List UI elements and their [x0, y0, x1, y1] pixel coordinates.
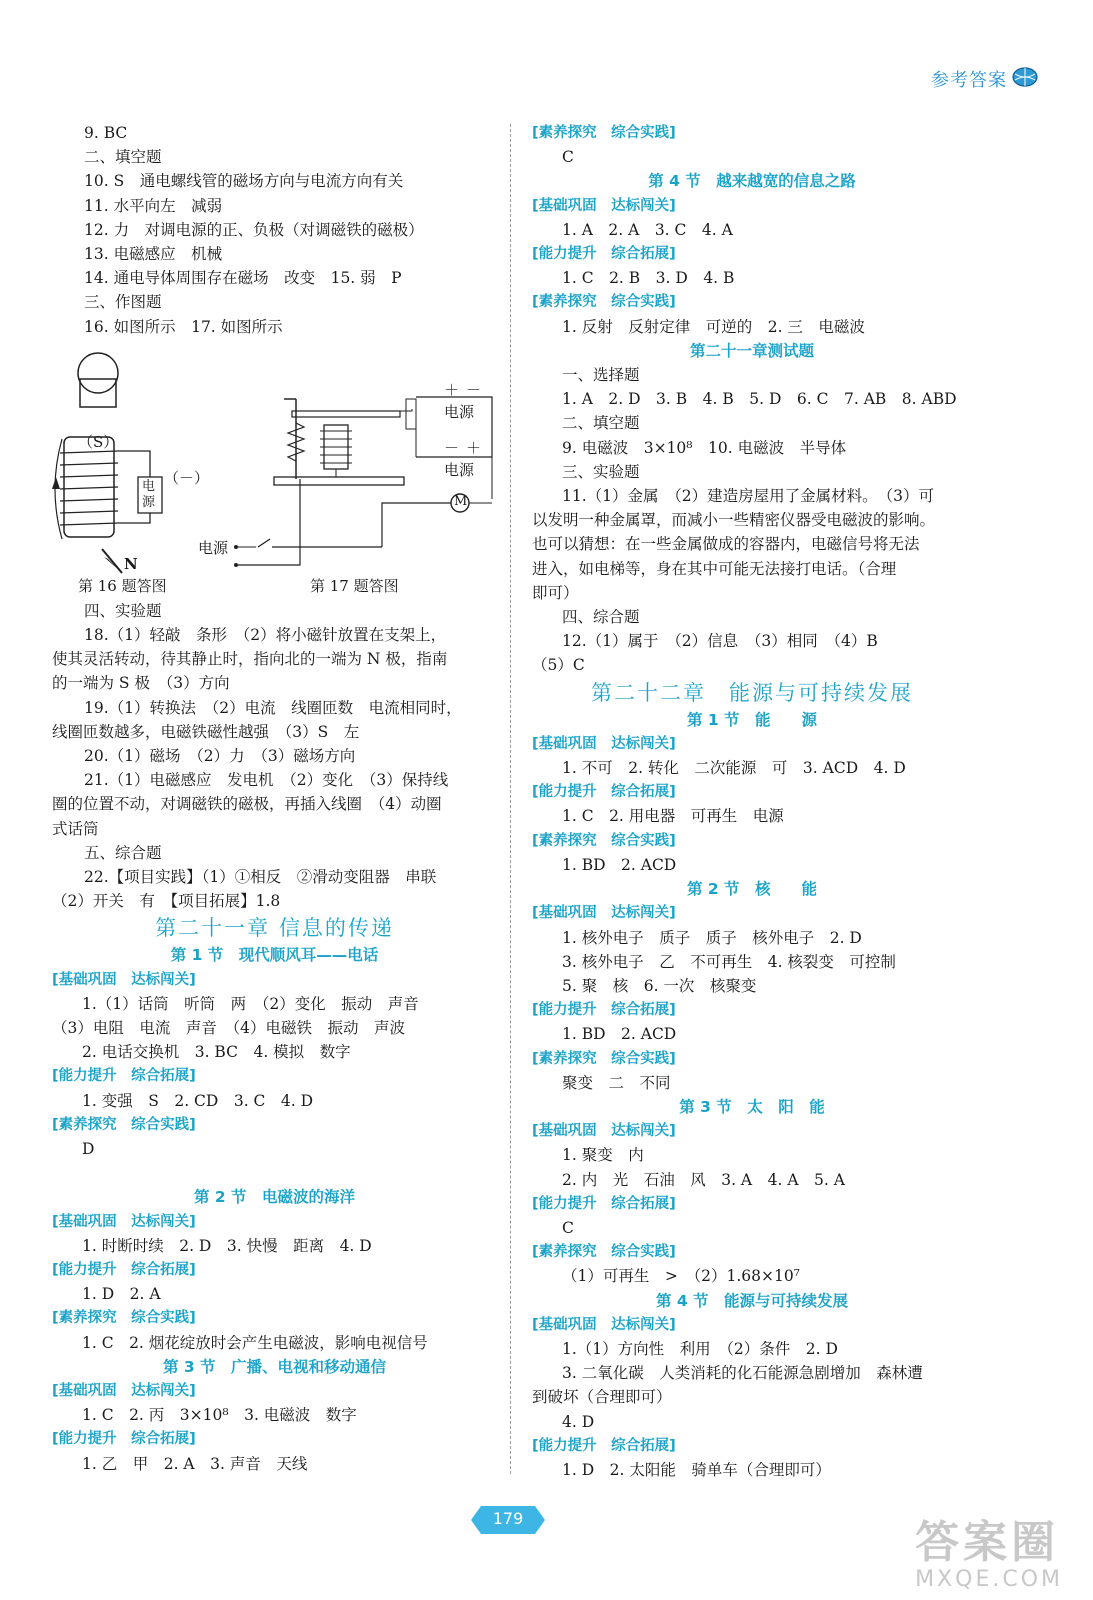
- fig17-caption: 第 17 题答图: [310, 576, 399, 595]
- answer-line: 1. C 2. 用电器 可再生 电源: [562, 807, 784, 826]
- category-tag: [能力提升 综合拓展]: [532, 1195, 676, 1212]
- answer-line: C: [562, 1218, 574, 1237]
- category-tag: [能力提升 综合拓展]: [52, 1068, 196, 1085]
- category-tag: [基础巩固 达标闯关]: [52, 1382, 196, 1399]
- category-tag: [基础巩固 达标闯关]: [52, 971, 196, 988]
- answer-line: 12. 力 对调电源的正、负极（对调磁铁的磁极）: [84, 220, 424, 239]
- column-divider: [510, 124, 511, 1474]
- answer-line: 1. C 2. B 3. D 4. B: [562, 269, 735, 288]
- section-title: 第 2 节 电磁波的海洋: [193, 1188, 356, 1207]
- section-heading: 五、综合题: [84, 843, 162, 862]
- fig16-diagram: [52, 339, 497, 599]
- section-title: 第 1 节 能 源: [686, 710, 818, 729]
- header-title: 参考答案: [931, 70, 1007, 91]
- section-title: 第 1 节 现代顺风耳——电话: [170, 946, 379, 965]
- left-column: [52, 121, 497, 1476]
- fig17-source-2: 电源: [444, 460, 475, 479]
- section-title: 第 4 节 能源与可持续发展: [655, 1291, 849, 1310]
- answer-line: 聚变 二 不同: [562, 1073, 671, 1092]
- answer-line: 1. A 2. A 3. C 4. A: [562, 220, 733, 239]
- figures-16-17: [52, 339, 497, 599]
- fig16-minus-label: （－）: [164, 468, 210, 487]
- answer-line: 1. 聚变 内: [562, 1146, 644, 1165]
- fig16-caption: 第 16 题答图: [78, 576, 167, 595]
- category-tag: [能力提升 综合拓展]: [52, 1261, 196, 1278]
- fig16-n-label: N: [124, 554, 138, 573]
- category-tag: [素养探究 综合实践]: [52, 1116, 196, 1133]
- answer-line: 到破坏（合理即可）: [532, 1388, 672, 1407]
- section-heading: 一、选择题: [562, 366, 640, 385]
- category-tag: [能力提升 综合拓展]: [532, 784, 676, 801]
- answer-line: 1. D 2. A: [82, 1285, 161, 1304]
- answer-line: 3. 二氧化碳 人类消耗的化石能源急剧增加 森林遭: [562, 1364, 923, 1383]
- answer-line: 1.（1）话筒 听筒 两 （2）变化 振动 声音: [82, 994, 419, 1013]
- watermark-main: 答案圈: [915, 1517, 1060, 1568]
- answer-line: 的一端为 S 极 （3）方向: [52, 674, 230, 693]
- answer-line: 9. 电磁波 3×10⁸ 10. 电磁波 半导体: [562, 438, 847, 457]
- answer-line: 1. 乙 甲 2. A 3. 声音 天线: [82, 1454, 308, 1473]
- category-tag: [基础巩固 达标闯关]: [532, 197, 676, 214]
- answer-line: 1. D 2. 太阳能 骑单车（合理即可）: [562, 1460, 831, 1479]
- fig17-plus-2: ＋: [466, 438, 482, 457]
- answer-line: 2. 电话交换机 3. BC 4. 模拟 数字: [82, 1043, 351, 1062]
- category-tag: [能力提升 综合拓展]: [532, 1002, 676, 1019]
- fig16-source-label: 电源: [142, 478, 156, 510]
- category-tag: [基础巩固 达标闯关]: [532, 735, 676, 752]
- answer-line: 5. 聚 核 6. 一次 核聚变: [562, 976, 757, 995]
- answer-line: （1）可再生 > （2）1.68×10⁷: [562, 1267, 800, 1286]
- answer-line: 圈的位置不动，对调磁铁的磁极，再插入线圈 （4）动圈: [52, 795, 442, 814]
- fig17-motor: M: [454, 493, 468, 509]
- answer-line: 12.（1）属于 （2）信息 （3）相同 （4）B: [562, 632, 878, 651]
- answer-line: 1. 不可 2. 转化 二次能源 可 3. ACD 4. D: [562, 759, 906, 778]
- category-tag: [基础巩固 达标闯关]: [532, 905, 676, 922]
- section-heading: 二、填空题: [84, 148, 162, 167]
- category-tag: [能力提升 综合拓展]: [532, 246, 676, 263]
- answer-line: 1. 反射 反射定律 可逆的 2. 三 电磁波: [562, 317, 865, 336]
- section-heading: 三、实验题: [562, 462, 640, 481]
- answer-line: 3. 核外电子 乙 不可再生 4. 核裂变 可控制: [562, 952, 896, 971]
- section-title: 第 2 节 核 能: [686, 880, 818, 899]
- section-title: 第 4 节 越来越宽的信息之路: [648, 172, 856, 191]
- answer-line: 2. 内 光 石油 风 3. A 4. A 5. A: [562, 1170, 845, 1189]
- page-number-badge: [471, 1506, 545, 1534]
- answer-line: 使其灵活转动，待其静止时，指向北的一端为 N 极，指南: [52, 650, 448, 669]
- answer-line: 1. 核外电子 质子 质子 核外电子 2. D: [562, 928, 862, 947]
- category-tag: [素养探究 综合实践]: [532, 125, 676, 141]
- answer-line: 线圈匝数越多，电磁铁磁性越强 （3）S 左: [52, 722, 360, 741]
- fig17-plus-1: ＋: [444, 380, 460, 399]
- category-tag: [基础巩固 达标闯关]: [52, 1213, 196, 1230]
- answer-line: 1. BD 2. ACD: [562, 1025, 677, 1044]
- answer-line: 20.（1）磁场 （2）力 （3）磁场方向: [84, 747, 356, 766]
- fig16-s-label: （S）: [78, 432, 119, 451]
- fig17-minus-1: －: [466, 380, 482, 399]
- answer-line: 1. C 2. 烟花绽放时会产生电磁波，影响电视信号: [82, 1333, 428, 1352]
- category-tag: [素养探究 综合实践]: [52, 1310, 196, 1327]
- answer-line: 1. A 2. D 3. B 4. B 5. D 6. C 7. AB 8. ABD: [562, 390, 957, 409]
- answer-line: （3）电阻 电流 声音 （4）电磁铁 振动 声波: [52, 1019, 405, 1038]
- globe-icon: [1011, 66, 1039, 88]
- answer-line: 1. BD 2. ACD: [562, 855, 677, 874]
- section-title: 第 3 节 广播、电视和移动通信: [162, 1357, 387, 1376]
- answer-line: 1.（1）方向性 利用 （2）条件 2. D: [562, 1339, 838, 1358]
- fig17-source-1: 电源: [444, 402, 475, 421]
- page-number: 179: [492, 1509, 524, 1528]
- answer-line: 19.（1）转换法 （2）电流 线圈匝数 电流相同时，: [84, 698, 462, 717]
- category-tag: [能力提升 综合拓展]: [532, 1437, 676, 1454]
- test-title: 第二十一章测试题: [689, 341, 814, 360]
- answer-line: 21.（1）电磁感应 发电机 （2）变化 （3）保持线: [84, 771, 449, 790]
- chapter-title: 第二十二章 能源与可持续发展: [591, 680, 913, 705]
- watermark-url: MXQE.COM: [915, 1567, 1063, 1592]
- watermark: [915, 1519, 1063, 1592]
- answer-line: 9. BC: [84, 124, 128, 142]
- answer-line: 1. 变强 S 2. CD 3. C 4. D: [82, 1091, 314, 1110]
- answer-line: 4. D: [562, 1412, 595, 1431]
- answer-line: 即可）: [532, 583, 579, 602]
- answer-line: C: [562, 148, 574, 167]
- answer-line: 1. C 2. 丙 3×10⁸ 3. 电磁波 数字: [82, 1406, 357, 1425]
- answer-line: 13. 电磁感应 机械: [84, 245, 223, 264]
- right-column: [532, 121, 972, 1482]
- fig17-minus-2: －: [444, 438, 460, 457]
- answer-line: 22.【项目实践】（1）①相反 ②滑动变阻器 串联: [84, 868, 437, 887]
- answer-line: 1. 时断时续 2. D 3. 快慢 距离 4. D: [82, 1236, 372, 1255]
- category-tag: [素养探究 综合实践]: [532, 294, 676, 311]
- answer-line: 进入，如电梯等，身在其中可能无法接打电话。（合理: [532, 559, 897, 578]
- answer-line: 也可以猜想：在一些金属做成的容器内，电磁信号将无法: [532, 535, 920, 554]
- category-tag: [素养探究 综合实践]: [532, 1244, 676, 1261]
- section-heading: 二、填空题: [562, 414, 640, 433]
- answer-line: D: [82, 1140, 95, 1159]
- answer-line: 16. 如图所示 17. 如图所示: [84, 317, 283, 336]
- category-tag: [能力提升 综合拓展]: [52, 1431, 196, 1448]
- answer-line: 10. S 通电螺线管的磁场方向与电流方向有关: [84, 172, 404, 191]
- answer-line: 14. 通电导体周围存在磁场 改变 15. 弱 P: [84, 269, 402, 288]
- category-tag: [基础巩固 达标闯关]: [532, 1123, 676, 1140]
- section-title: 第 3 节 太 阳 能: [679, 1097, 825, 1116]
- category-tag: [基础巩固 达标闯关]: [532, 1316, 676, 1333]
- section-heading: 四、综合题: [562, 608, 640, 627]
- category-tag: [素养探究 综合实践]: [532, 832, 676, 849]
- answer-line: 以发明一种金属罩，而减小一些精密仪器受电磁波的影响。: [532, 511, 936, 530]
- answer-line: 式话筒: [52, 819, 99, 838]
- fig17-source-3: 电源: [198, 538, 229, 557]
- category-tag: [素养探究 综合实践]: [532, 1050, 676, 1067]
- answer-line: 11.（1）金属 （2）建造房屋用了金属材料。 （3）可: [562, 487, 934, 506]
- section-heading: 三、作图题: [84, 293, 162, 312]
- answer-line: 11. 水平向左 减弱: [84, 196, 223, 215]
- answer-line: （5）C: [532, 656, 585, 675]
- answer-line: 18.（1）轻敲 条形 （2）将小磁针放置在支架上，: [84, 626, 447, 645]
- section-heading: 四、实验题: [84, 601, 162, 620]
- chapter-title: 第二十一章 信息的传递: [155, 916, 394, 941]
- answer-line: （2）开关 有 【项目拓展】1.8: [52, 892, 281, 911]
